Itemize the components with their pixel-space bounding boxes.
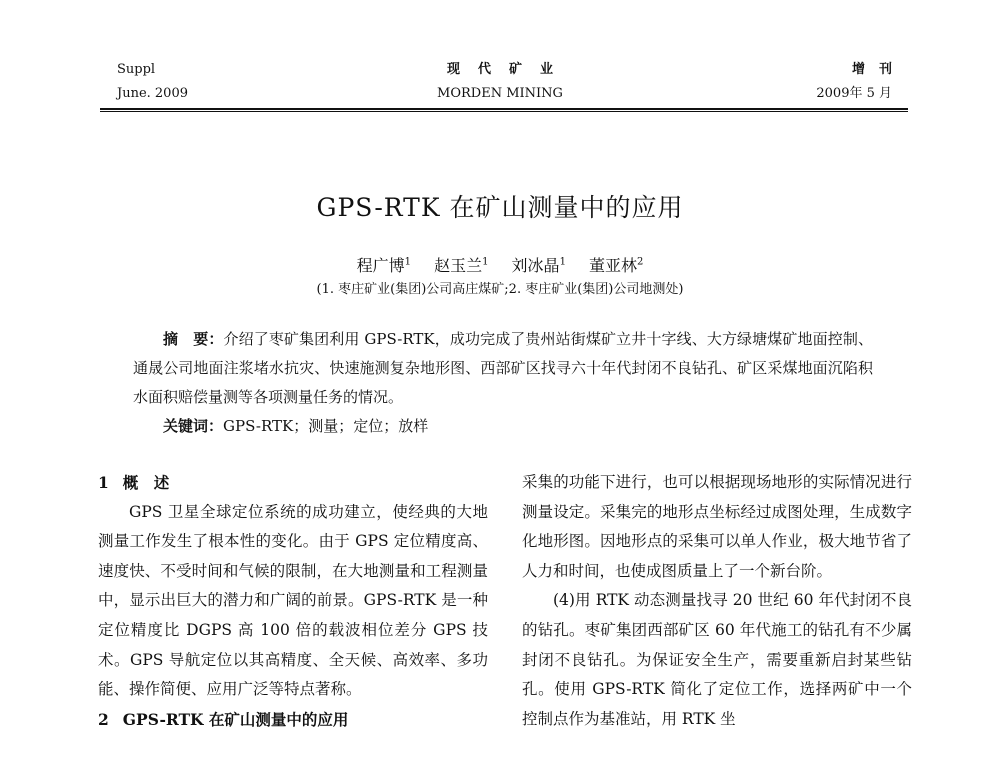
author: 刘冰晶$^1$ xyxy=(511,256,566,275)
journal-name-cn: 现代矿业 xyxy=(446,62,571,77)
author: 赵玉兰$^1$ xyxy=(434,256,489,275)
affiliation: (1. 枣庄矿业(集团)公司高庄煤矿;2. 枣庄矿业(集团)公司地测处) xyxy=(316,282,684,297)
journal-name-en: MORDEN MINING xyxy=(437,86,563,101)
paragraph: 采集的功能下进行，也可以根据现场地形的实际情况进行测量设定。采集完的地形点坐标经过成图处理，生成数字化地形图。因地形点的采集可以单人作业，极大地节省了人力和时间，也使成图质量上了一个新台阶。 xyxy=(522,473,912,580)
header-supplement-cn: 增刊 xyxy=(851,62,906,77)
left-column xyxy=(98,468,488,734)
abstract-text: 介绍了枣矿集团利用 GPS-RTK，成功完成了贵州站街煤矿立井十字线、大方绿塘煤矿地面控制、通晟公司地面注浆堵水抗灾、快速施测复杂地形图、西部矿区找寻六十年代封闭不良钻孔、矿区采煤地面沉陷积水面积赔偿量测等各项测量任务的情况。 xyxy=(133,330,873,406)
keywords-label: 关键词： xyxy=(163,417,224,435)
header-rule-thin xyxy=(100,111,908,112)
author: 程广博$^1$ xyxy=(356,256,411,275)
header-rule xyxy=(100,108,908,110)
section-heading-1: 1 概 述 xyxy=(98,473,170,492)
header-date-en: June. 2009 xyxy=(117,86,188,101)
keywords xyxy=(163,412,428,441)
keywords-text: GPS-RTK；测量；定位；放样 xyxy=(223,417,429,435)
paragraph: (4)用 RTK 动态测量找寻 20 世纪 60 年代封闭不良的钻孔。枣矿集团西部矿区 60 年代施工的钻孔有不少属封闭不良钻孔。为保证安全生产，需要重新启封某些钻孔。使用 GPS-RTK 简化了定位工作，选择两矿中一个控制点作为基准站，用 RTK 坐 xyxy=(522,591,912,728)
right-column xyxy=(522,468,912,734)
header-right xyxy=(816,58,906,106)
header-suppl: Suppl xyxy=(117,62,156,77)
article-title: GPS-RTK 在矿山测量中的应用 xyxy=(316,193,684,222)
paragraph: GPS 卫星全球定位系统的成功建立，使经典的大地测量工作发生了根本性的变化。由于 GPS 定位精度高、速度快、不受时间和气候的限制，在大地测量和工程测量中，显示出巨大的潜力和广阔的前景。GPS-RTK 是一种定位精度比 DGPS 高 100 倍的载波相位差分 GPS 技术。GPS 导航定位以其高精度、全天候、高效率、多功能、操作简便、应用广泛等特点著称。 xyxy=(98,502,488,699)
header-date-cn: 2009年 5 月 xyxy=(816,86,892,101)
section-heading-2: 2 GPS-RTK 在矿山测量中的应用 xyxy=(98,709,349,729)
author-list xyxy=(0,253,1000,276)
abstract-label: 摘 要： xyxy=(163,330,224,348)
abstract xyxy=(133,325,873,412)
author: 董亚林$^2$ xyxy=(589,256,644,275)
